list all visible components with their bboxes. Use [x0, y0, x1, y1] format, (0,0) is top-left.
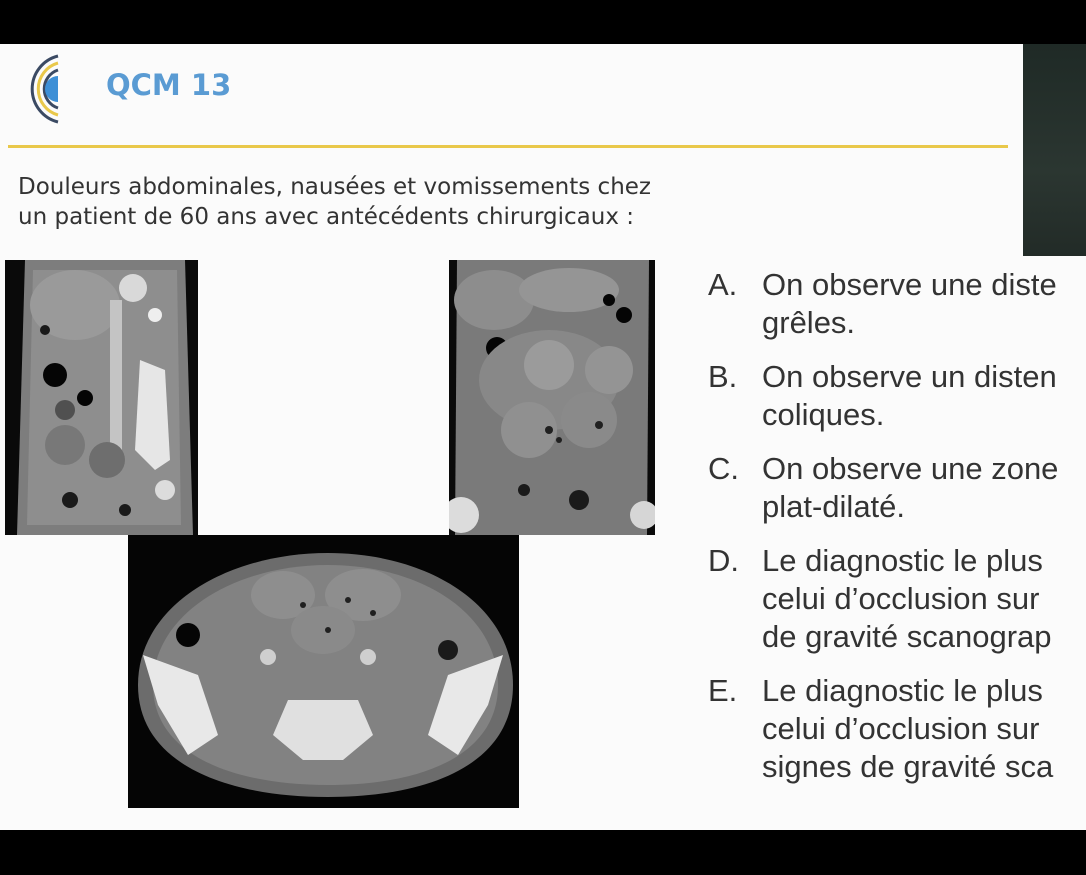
webcam-overlay — [1023, 44, 1086, 256]
answer-option-line: coliques. — [762, 397, 885, 432]
answer-option-text — [762, 358, 1057, 434]
answer-option-text — [762, 450, 1058, 526]
answer-option[interactable] — [708, 542, 1086, 656]
top-letterbox — [0, 0, 1086, 44]
ct-image-axial — [128, 535, 519, 808]
answer-option-text — [762, 672, 1053, 786]
ct-image-coronal-right — [449, 260, 655, 535]
answer-option-line: Le diagnostic le plus — [762, 543, 1043, 578]
answer-option-line: On observe un disten — [762, 359, 1057, 394]
bottom-letterbox — [0, 830, 1086, 875]
answer-option-line: On observe une diste — [762, 267, 1057, 302]
answer-option-letter: E. — [708, 673, 738, 708]
ct-image-coronal-left — [5, 260, 198, 535]
answer-option-letter: D. — [708, 543, 739, 578]
answer-option-line: signes de gravité sca — [762, 749, 1054, 784]
answer-option-text — [762, 542, 1052, 656]
question-line-1: Douleurs abdominales, nausées et vomissements chez — [18, 174, 651, 200]
answer-option-line: de gravité scanograp — [762, 619, 1052, 654]
answer-option[interactable] — [708, 672, 1086, 786]
slide-title: QCM 13 — [106, 68, 232, 102]
question-stem — [18, 172, 651, 232]
slide — [0, 44, 1086, 830]
title-divider — [8, 145, 1008, 148]
logo-icon — [18, 50, 66, 128]
answer-option-letter: B. — [708, 359, 738, 394]
answer-options — [708, 266, 1086, 802]
question-line-2: un patient de 60 ans avec antécédents chirurgicaux : — [18, 204, 634, 230]
answer-option-line: Le diagnostic le plus — [762, 673, 1043, 708]
answer-option-line: celui d’occlusion sur — [762, 711, 1040, 746]
answer-option-letter: C. — [708, 451, 739, 486]
answer-option-line: On observe une zone — [762, 451, 1059, 486]
answer-option-line: celui d’occlusion sur — [762, 581, 1040, 616]
answer-option[interactable] — [708, 358, 1086, 434]
answer-option-text — [762, 266, 1057, 342]
answer-option-line: plat-dilaté. — [762, 489, 906, 524]
answer-option-letter: A. — [708, 267, 738, 302]
answer-option[interactable] — [708, 266, 1086, 342]
answer-option-line: grêles. — [762, 305, 856, 340]
answer-option[interactable] — [708, 450, 1086, 526]
